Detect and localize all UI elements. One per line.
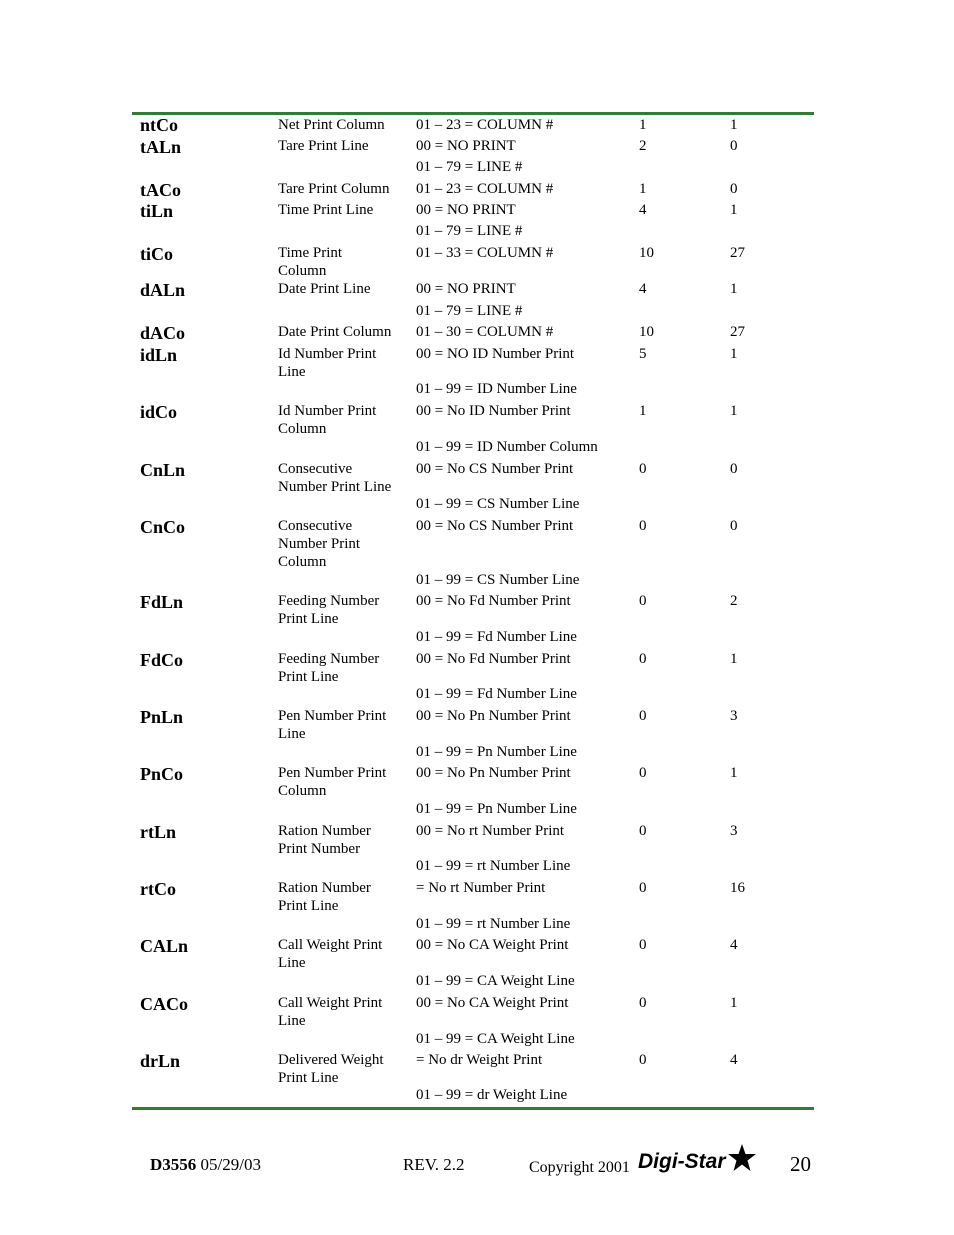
- parameter-option-secondary: 01 – 99 = CS Number Line: [416, 496, 580, 512]
- current-value: 2: [730, 593, 738, 609]
- default-value: 1: [639, 403, 647, 419]
- parameter-code: tACo: [140, 180, 181, 200]
- digi-star-logo: [636, 1140, 760, 1176]
- parameter-option-secondary: 01 – 99 = Pn Number Line: [416, 801, 577, 817]
- current-value: 27: [730, 324, 745, 340]
- parameter-code: rtCo: [140, 879, 176, 899]
- parameter-option: 00 = No Fd Number Print: [416, 593, 571, 609]
- table-row: [0, 244, 954, 282]
- parameter-description: Net Print Column: [278, 117, 385, 133]
- parameter-description: Id Number Print Line: [278, 346, 377, 380]
- parameter-code: CACo: [140, 994, 188, 1014]
- default-value: 0: [639, 823, 647, 839]
- footer-revision: REV. 2.2: [403, 1155, 465, 1174]
- default-value: 4: [639, 202, 647, 218]
- parameter-code: tiLn: [140, 201, 174, 221]
- table-row: [0, 460, 954, 516]
- parameter-option: 01 – 30 = COLUMN #: [416, 324, 554, 340]
- default-value: 0: [639, 995, 647, 1011]
- default-value: 4: [639, 281, 647, 297]
- current-value: 1: [730, 346, 738, 362]
- current-value: 3: [730, 708, 738, 724]
- svg-text:Digi-Star: Digi-Star: [638, 1150, 726, 1173]
- table-row: [0, 201, 954, 245]
- default-value: 10: [639, 245, 654, 261]
- parameter-code: PnCo: [140, 764, 184, 784]
- parameter-option-secondary: 01 – 99 = rt Number Line: [416, 858, 571, 874]
- parameter-option: 00 = NO PRINT: [416, 138, 516, 154]
- footer-document-id: [150, 1154, 261, 1176]
- parameter-description: Date Print Line: [278, 281, 371, 297]
- default-value: 0: [639, 708, 647, 724]
- table-row: [0, 1051, 954, 1107]
- document-date: 05/29/03: [200, 1155, 261, 1174]
- current-value: 1: [730, 403, 738, 419]
- parameter-description: Pen Number Print Column: [278, 765, 387, 799]
- parameter-option: 00 = NO ID Number Print: [416, 346, 575, 362]
- current-value: 4: [730, 937, 738, 953]
- parameter-description: Delivered Weight Print Line: [278, 1052, 384, 1086]
- parameter-option: 01 – 23 = COLUMN #: [416, 117, 554, 133]
- parameter-option-secondary: 01 – 99 = dr Weight Line: [416, 1087, 568, 1103]
- current-value: 1: [730, 281, 738, 297]
- current-value: 4: [730, 1052, 738, 1068]
- current-value: 3: [730, 823, 738, 839]
- parameter-option: 00 = No CS Number Print: [416, 461, 574, 477]
- parameter-option: 01 – 33 = COLUMN #: [416, 245, 554, 261]
- parameter-code: rtLn: [140, 822, 176, 842]
- default-value: 0: [639, 1052, 647, 1068]
- default-value: 10: [639, 324, 654, 340]
- parameter-description: Feeding Number Print Line: [278, 651, 380, 685]
- parameter-option-secondary: 01 – 99 = CS Number Line: [416, 572, 580, 588]
- parameter-option: 00 = No Pn Number Print: [416, 765, 571, 781]
- table-row: [0, 879, 954, 935]
- default-value: 0: [639, 461, 647, 477]
- current-value: 1: [730, 651, 738, 667]
- table-row: [0, 323, 954, 345]
- page-number: 20: [790, 1152, 811, 1176]
- parameter-description: Ration Number Print Line: [278, 880, 371, 914]
- parameter-option: 00 = NO PRINT: [416, 281, 516, 297]
- default-value: 0: [639, 593, 647, 609]
- default-value: 5: [639, 346, 647, 362]
- table-row: [0, 280, 954, 324]
- parameter-description: Call Weight Print Line: [278, 995, 383, 1029]
- current-value: 1: [730, 117, 738, 133]
- parameter-option: 00 = No CS Number Print: [416, 518, 574, 534]
- parameter-option: = No dr Weight Print: [416, 1052, 543, 1068]
- parameter-option-secondary: 01 – 79 = LINE #: [416, 223, 523, 239]
- parameter-option-secondary: 01 – 99 = CA Weight Line: [416, 973, 575, 989]
- parameter-code: dACo: [140, 323, 186, 343]
- star-icon: [728, 1144, 756, 1171]
- parameter-option-secondary: 01 – 99 = ID Number Column: [416, 439, 598, 455]
- footer-copyright: Copyright 2001: [529, 1159, 630, 1176]
- table-row: [0, 994, 954, 1050]
- table-row: [0, 345, 954, 401]
- parameter-option-secondary: 01 – 99 = Fd Number Line: [416, 629, 577, 645]
- current-value: 1: [730, 995, 738, 1011]
- parameter-code: idCo: [140, 402, 178, 422]
- parameter-code: PnLn: [140, 707, 184, 727]
- parameter-option: 00 = No CA Weight Print: [416, 937, 569, 953]
- current-value: 16: [730, 880, 745, 896]
- parameter-option-secondary: 01 – 79 = LINE #: [416, 303, 523, 319]
- current-value: 1: [730, 202, 738, 218]
- default-value: 0: [639, 937, 647, 953]
- parameter-option: 00 = No rt Number Print: [416, 823, 565, 839]
- parameter-option: 00 = No CA Weight Print: [416, 995, 569, 1011]
- parameter-description: Date Print Column: [278, 324, 392, 340]
- table-top-rule: [132, 112, 814, 115]
- table-row: [0, 764, 954, 820]
- parameter-code: tALn: [140, 137, 182, 157]
- parameter-code: ntCo: [140, 115, 179, 135]
- table-row: [0, 116, 954, 138]
- parameter-code: CALn: [140, 936, 189, 956]
- parameter-description: Time Print Column: [278, 245, 343, 279]
- parameter-option: 01 – 23 = COLUMN #: [416, 181, 554, 197]
- parameter-description: Consecutive Number Print Column: [278, 518, 361, 570]
- parameter-option-secondary: 01 – 99 = ID Number Line: [416, 381, 577, 397]
- current-value: 27: [730, 245, 745, 261]
- default-value: 0: [639, 880, 647, 896]
- table-row: [0, 180, 954, 202]
- parameter-option-secondary: 01 – 99 = Pn Number Line: [416, 744, 577, 760]
- parameter-code: CnCo: [140, 517, 186, 537]
- current-value: 1: [730, 765, 738, 781]
- parameter-code: dALn: [140, 280, 186, 300]
- current-value: 0: [730, 138, 738, 154]
- parameter-description: Tare Print Line: [278, 138, 369, 154]
- parameter-description: Time Print Line: [278, 202, 374, 218]
- parameter-code: idLn: [140, 345, 178, 365]
- parameter-code: tiCo: [140, 244, 173, 264]
- table-row: [0, 936, 954, 992]
- parameter-description: Id Number Print Column: [278, 403, 377, 437]
- parameter-option: 00 = No ID Number Print: [416, 403, 571, 419]
- parameter-option: 00 = No Fd Number Print: [416, 651, 571, 667]
- parameter-description: Ration Number Print Number: [278, 823, 371, 857]
- current-value: 0: [730, 181, 738, 197]
- table-bottom-rule: [132, 1107, 814, 1110]
- default-value: 2: [639, 138, 647, 154]
- parameter-option: = No rt Number Print: [416, 880, 546, 896]
- current-value: 0: [730, 461, 738, 477]
- table-row: [0, 402, 954, 458]
- default-value: 0: [639, 651, 647, 667]
- current-value: 0: [730, 518, 738, 534]
- parameter-option-secondary: 01 – 99 = CA Weight Line: [416, 1031, 575, 1047]
- default-value: 1: [639, 181, 647, 197]
- default-value: 1: [639, 117, 647, 133]
- table-row: [0, 650, 954, 706]
- parameter-description: Tare Print Column: [278, 181, 390, 197]
- table-row: [0, 137, 954, 181]
- parameter-description: Feeding Number Print Line: [278, 593, 380, 627]
- parameter-code: drLn: [140, 1051, 181, 1071]
- parameter-option: 00 = NO PRINT: [416, 202, 516, 218]
- default-value: 0: [639, 518, 647, 534]
- default-value: 0: [639, 765, 647, 781]
- parameter-option-secondary: 01 – 99 = Fd Number Line: [416, 686, 577, 702]
- parameter-option-secondary: 01 – 99 = rt Number Line: [416, 916, 571, 932]
- parameter-description: Call Weight Print Line: [278, 937, 383, 971]
- parameter-description: Consecutive Number Print Line: [278, 461, 392, 495]
- parameter-code: FdLn: [140, 592, 184, 612]
- table-row: [0, 707, 954, 763]
- table-row: [0, 822, 954, 878]
- parameter-code: CnLn: [140, 460, 186, 480]
- parameter-option: 00 = No Pn Number Print: [416, 708, 571, 724]
- parameter-description: Pen Number Print Line: [278, 708, 387, 742]
- parameter-code: FdCo: [140, 650, 184, 670]
- table-row: [0, 517, 954, 591]
- document-number: D3556: [150, 1155, 197, 1174]
- table-row: [0, 592, 954, 648]
- parameter-option-secondary: 01 – 79 = LINE #: [416, 159, 523, 175]
